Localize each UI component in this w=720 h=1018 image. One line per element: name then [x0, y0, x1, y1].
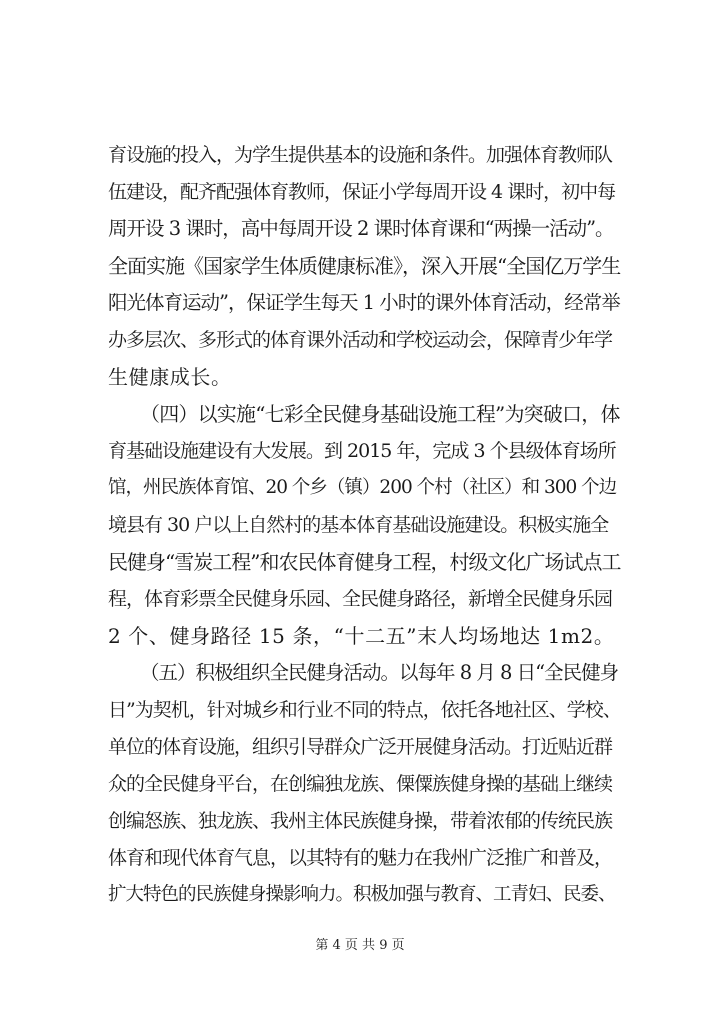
- paragraph-start-line: （四）以实施“七彩全民健身基础设施工程”为突破口，体: [140, 402, 620, 426]
- text-line: 全面实施《国家学生体质健康标准》，深入开展“全国亿万学生: [108, 254, 621, 278]
- text-line: 扩大特色的民族健身操影响力。积极加强与教育、工青妇、民委、: [108, 884, 616, 905]
- text-line: 境县有 30 户以上自然村的基本体育基础设施建设。积极实施全: [108, 514, 609, 536]
- text-line: 育基础设施建设有大发展。到 2015 年，完成 3 个县级体育场所: [108, 440, 616, 462]
- text-line: 日”为契机，针对城乡和行业不同的特点，依托各地社区、学校、: [108, 699, 621, 721]
- paragraph-start-line: （五）积极组织全民健身活动。以每年 8 月 8 日“全民健身: [140, 661, 619, 684]
- text-line: 办多层次、多形式的体育课外活动和学校运动会，保障青少年学: [108, 329, 613, 351]
- text-line: 创编怒族、独龙族、我州主体民族健身操，带着浓郁的传统民族: [108, 810, 613, 832]
- text-line: 众的全民健身平台，在创编独龙族、傈僳族健身操的基础上继续: [108, 773, 613, 795]
- text-line: 生健康成长。: [108, 365, 232, 389]
- text-line: 育设施的投入，为学生提供基本的设施和条件。加强体育教师队: [108, 144, 613, 166]
- text-line: 伍建设，配齐配强体育教师，保证小学每周开设 4 课时，初中每: [108, 181, 616, 203]
- text-line: 阳光体育运动”，保证学生每天 1 小时的课外体育活动，经常举: [108, 291, 620, 314]
- text-line: 体育和现代体育气息，以其特有的魅力在我州广泛推广和普及，: [108, 847, 613, 869]
- text-line: 程，体育彩票全民健身乐园、全民健身路径，新增全民健身乐园: [108, 588, 613, 610]
- text-line: 周开设 3 课时，高中每周开设 2 课时体育课和“两操一活动”。: [108, 217, 614, 240]
- text-line: 馆，州民族体育馆、20 个乡（镇）200 个村（社区）和 300 个边: [108, 477, 617, 498]
- text-line: 2 个、健身路径 15 条，“十二五”末人均场地达 1m2。: [108, 624, 615, 648]
- text-line: 单位的体育设施，组织引导群众广泛开展健身活动。打近贴近群: [108, 736, 613, 758]
- text-line: 民健身“雪炭工程”和农民体育健身工程，村级文化广场试点工: [108, 550, 621, 574]
- page-number-footer: 第 4 页 共 9 页: [315, 938, 405, 953]
